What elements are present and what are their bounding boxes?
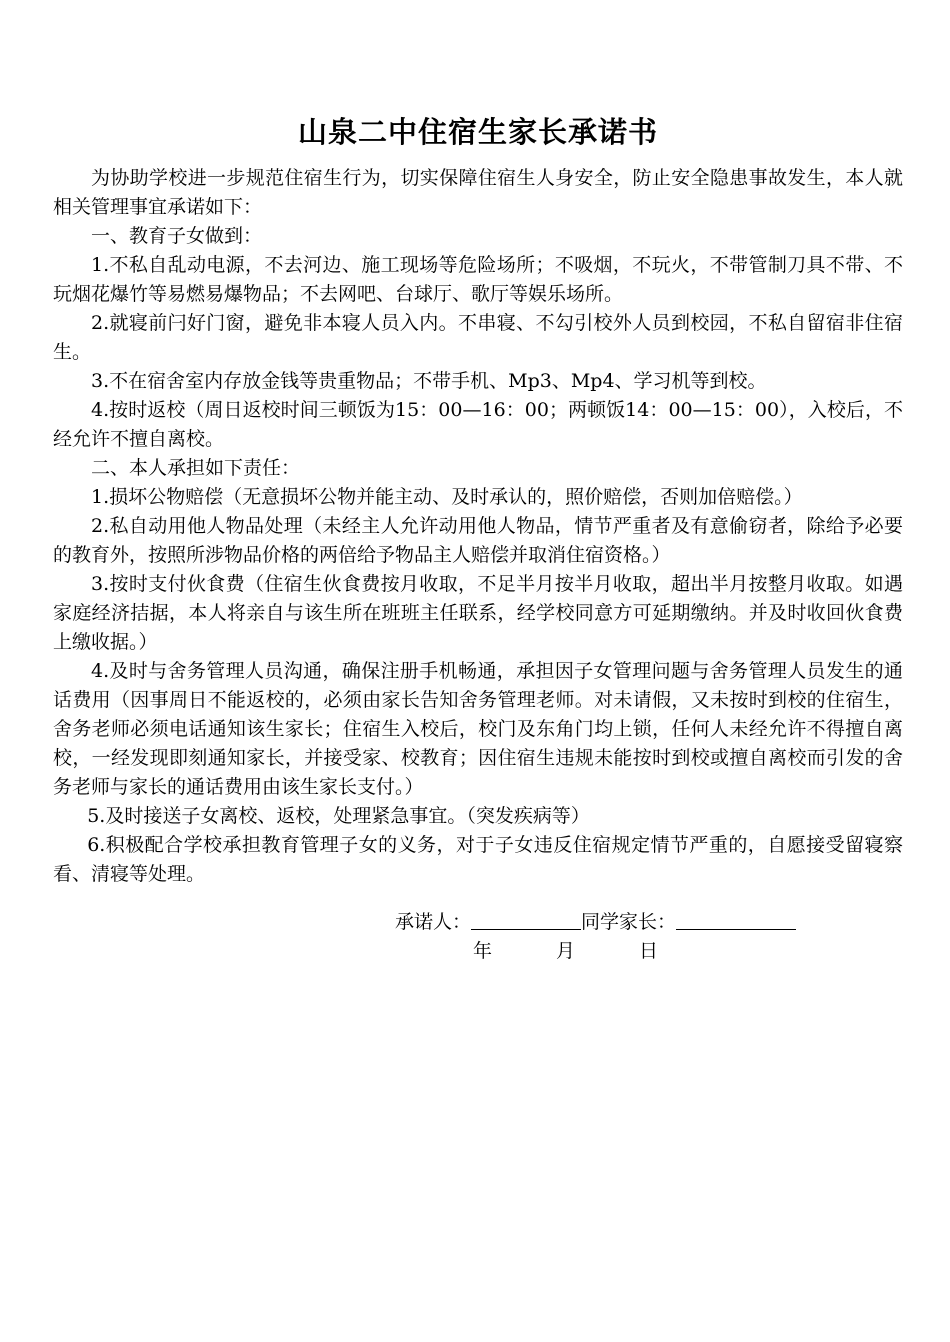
section2-item-1: 1.损坏公物赔偿（无意损坏公物并能主动、及时承认的，照价赔偿，否则加倍赔偿。） [91,486,803,508]
document-body [53,112,903,889]
signature-row [395,908,903,937]
promisor-signature-line[interactable] [471,909,581,930]
date-row [473,937,903,966]
section-heading-1: 一、教育子女做到： [91,225,263,247]
section2-item-6: 6.积极配合学校承担教育管理子女的义务，对于子女违反住宿规定情节严重的，自愿接受留寝察看、清寝等处理。 [53,834,903,885]
section2-item-3: 3.按时支付伙食费（住宿生伙食费按月收取，不足半月按半月收取，超出半月按整月收取。如遇家庭经济拮据，本人将亲自与该生所在班班主任联系，经学校同意方可延期缴纳。并及时收回伙食费上缴收据。） [53,573,903,653]
intro-paragraph: 为协助学校进一步规范住宿生行为，切实保障住宿生人身安全，防止安全隐患事故发生，本人就相关管理事宜承诺如下： [53,167,903,218]
promisor-label: 承诺人： [395,911,472,933]
section1-item-3: 3.不在宿舍室内存放金钱等贵重物品；不带手机、Mp3、Mp4、学习机等到校。 [91,370,767,392]
parent-signature-line[interactable] [676,909,796,930]
section1-item-4: 4.按时返校（周日返校时间三顿饭为15：00—16：00；两顿饭14：00—15：00），入校后，不经允许不擅自离校。 [53,399,903,450]
signature-block [53,908,903,966]
document-title: 山泉二中住宿生家长承诺书 [297,115,658,149]
section1-item-2: 2.就寝前闩好门窗，避免非本寝人员入内。不串寝、不勾引校外人员到校园，不私自留宿非住宿生。 [53,312,903,363]
section1-item-1: 1.不私自乱动电源，不去河边、施工现场等危险场所；不吸烟，不玩火，不带管制刀具不带、不玩烟花爆竹等易燃易爆物品；不去网吧、台球厅、歌厅等娱乐场所。 [53,254,903,305]
section2-item-5: 5.及时接送子女离校、返校，处理紧急事宜。（突发疾病等） [87,805,590,827]
year-label: 年 [473,940,493,962]
section2-item-2: 2.私自动用他人物品处理（未经主人允许动用他人物品，情节严重者及有意偷窃者，除给予必要的教育外，按照所涉物品价格的两倍给予物品主人赔偿并取消住宿资格。） [53,515,903,566]
section2-item-4: 4.及时与舍务管理人员沟通，确保注册手机畅通，承担因子女管理问题与舍务管理人员发生的通话费用（因事周日不能返校的，必须由家长告知舍务管理老师。对未请假，又未按时到校的住宿生，舍务老师必须电话通知该生家长；住宿生入校后，校门及东角门均上锁，任何人未经允许不得擅自离校，一经发现即刻通知家长，并接受家、校教育；因住宿生违规未能按时到校或擅自离校而引发的舍务老师与家长的通话费用由该生家长支付。） [53,660,903,798]
parent-label: 同学家长： [581,911,677,933]
month-label: 月 [556,940,576,962]
day-label: 日 [639,940,659,962]
section-heading-2: 二、本人承担如下责任： [91,457,301,479]
